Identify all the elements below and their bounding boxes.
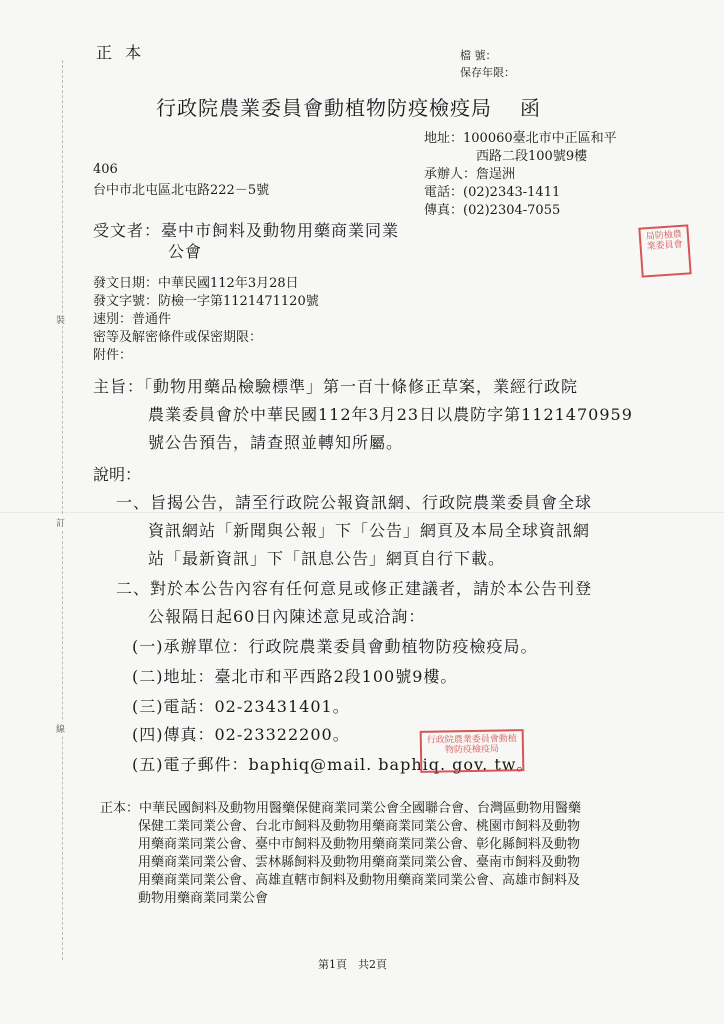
copies-line4: 用藥商業同業公會、雲林縣飼料及動物用藥商業同業公會、臺南市飼料及動物 — [138, 855, 581, 870]
attachment: 附件： — [93, 348, 133, 363]
binding-line — [62, 60, 63, 960]
recipient — [93, 218, 399, 241]
copies-line3: 用藥商業同業公會、臺中市飼料及動物用藥商業同業公會、彰化縣飼料及動物 — [138, 837, 581, 852]
copy-label: 正 本 — [96, 43, 146, 62]
recipient-name-line1: 臺中市飼料及動物用藥商業同業 — [161, 221, 400, 240]
binding-mark-bottom: 線 — [56, 722, 65, 735]
binding-mark-middle: 訂 — [56, 516, 65, 529]
contact-fax: (四)傳真：02-23322200。 — [132, 725, 350, 744]
subject-line3: 號公告預告，請查照並轉知所屬。 — [148, 433, 404, 452]
explanation-item1-line2: 資訊網站「新聞與公報」下「公告」網頁及本局全球資訊網 — [148, 521, 591, 540]
contact-address: (二)地址：臺北市和平西路2段100號9樓。 — [132, 667, 458, 686]
document-number: 發文字號：防檢一字第1121471120號 — [93, 294, 319, 309]
recipient-postal: 406 — [93, 162, 118, 177]
explanation-heading: 說明： — [93, 465, 142, 484]
contact-phone: (三)電話：02-23431401。 — [132, 697, 350, 716]
page-number: 第1頁 共2頁 — [318, 958, 387, 971]
agency-name: 行政院農業委員會動植物防疫檢疫局 — [156, 96, 492, 120]
fax: 傳真：(02)2304-7055 — [424, 203, 561, 218]
retention-label: 保存年限： — [460, 66, 515, 79]
copies-line6: 動物用藥商業同業公會 — [138, 891, 269, 906]
document-title — [156, 92, 541, 121]
copies-line5: 用藥商業同業公會、高雄直轄市飼料及動物用藥商業同業公會、高雄市飼料及 — [138, 873, 581, 888]
address-label: 地址： — [424, 131, 464, 146]
binding-mark-top: 裝 — [56, 313, 65, 326]
recipient-name-line2: 公會 — [168, 242, 203, 261]
file-no-label: 檔 號： — [460, 49, 497, 62]
address-line2: 西路二段100號9樓 — [476, 149, 588, 164]
copies-label: 正本： — [100, 801, 140, 816]
explanation-item2-line1: 二、對於本公告內容有任何意見或修正建議者，請於本公告刊登 — [116, 579, 593, 598]
copies-block — [100, 800, 581, 908]
secrecy-level: 密等及解密條件或保密期限： — [93, 330, 263, 345]
recipient-street: 台中市北屯區北屯路222－5號 — [93, 183, 270, 198]
subject-line1: 主旨：「動物用藥品檢驗標準」第一百十條修正草案，業經行政院 — [93, 377, 579, 396]
phone: 電話：(02)2343-1411 — [424, 185, 561, 200]
handler: 承辦人：詹逞洲 — [424, 167, 516, 182]
explanation-item1-line1: 一、旨揭公告，請至行政院公報資訊網、行政院農業委員會全球 — [116, 493, 593, 512]
explanation-item1-line3: 站「最新資訊」下「訊息公告」網頁自行下載。 — [148, 549, 506, 568]
issue-date: 發文日期：中華民國112年3月28日 — [93, 276, 299, 291]
copies-line2: 保健工業同業公會、台北市飼料及動物用藥商業同業公會、桃園市飼料及動物 — [138, 819, 581, 834]
sender-address — [424, 127, 617, 146]
contact-email: (五)電子郵件：baphiq@mail. baphiq. gov. tw。 — [132, 755, 534, 774]
official-seal-small: 局防檢農業委員會 — [638, 224, 691, 277]
delivery-speed: 速別：普通件 — [93, 312, 172, 327]
copies-line1: 中華民國飼料及動物用醫藥保健商業同業公會全國聯合會、台灣區動物用醫藥 — [139, 801, 582, 816]
recipient-label: 受文者： — [93, 221, 162, 240]
subject-line2: 農業委員會於中華民國112年3月23日以農防字第1121470959 — [148, 405, 633, 424]
explanation-item2-line2: 公報隔日起60日內陳述意見或洽詢： — [148, 607, 426, 626]
address-line1: 100060臺北市中正區和平 — [463, 131, 617, 146]
official-seal-large: 行政院農業委員會動植物防疫檢疫局 — [420, 729, 525, 773]
document-type: 函 — [520, 96, 541, 120]
contact-unit: (一)承辦單位：行政院農業委員會動植物防疫檢疫局。 — [132, 637, 538, 656]
